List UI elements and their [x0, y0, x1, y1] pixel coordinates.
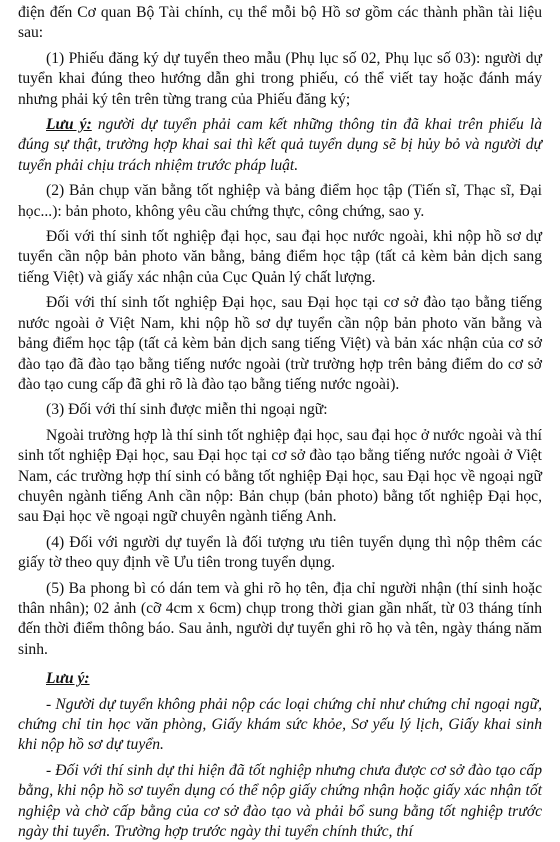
note-label: Lưu ý:: [46, 116, 92, 134]
note-commitment: [18, 115, 542, 176]
note-heading-label: Lưu ý:: [46, 670, 90, 688]
note-text: người dự tuyển phải cam kết những thông tin đã khai trên phiếu là đúng sự thật, trường hợp khai sai thì kết quả tuyển dụng sẽ bị hủy bỏ và người dự tuyển phải chịu trách nhiệm trước pháp luật.: [18, 116, 542, 174]
item-5-envelopes-photos: (5) Ba phong bì có dán tem và ghi rõ họ tên, địa chỉ người nhận (thí sinh hoặc thân nhân); 02 ảnh (cỡ 4cm x 6cm) chụp trong thời gian gần nhất, từ 03 tháng tính đến thời điểm thông báo. Sau ảnh, người dự tuyển ghi rõ họ và tên, ngày tháng năm sinh.: [18, 579, 542, 658]
foreign-language-institution-paragraph: Đối với thí sinh tốt nghiệp Đại học, sau Đại học tại cơ sở đào tạo bằng tiếng nước ngoài ở Việt Nam, khi nộp hồ sơ dự tuyển cần nộp bản photo văn bằng và bảng điểm học tập (tất cả kèm bản dịch sang tiếng Việt) và bản xác nhận của cơ sở đào tạo đã đào tạo bằng tiếng nước ngoài (trừ trường hợp trên bảng điểm do cơ sở đào tạo cung cấp đã ghi rõ là đào tạo bằng tiếng nước ngoài).: [18, 294, 542, 393]
exemption-detail-paragraph: Ngoài trường hợp là thí sinh tốt nghiệp đại học, sau đại học ở nước ngoài và thí sinh tốt nghiệp Đại học, sau Đại học tại cơ sở đào tạo bằng tiếng nước ngoài ở Việt Nam, các trường hợp thí sinh có bằng tốt nghiệp Đại học, sau Đại học về ngoại ngữ chuyên ngành tiếng Anh cần nộp: Bản chụp (bản photo) bằng tốt nghiệp Đại học, sau Đại học về ngoại ngữ chuyên ngành tiếng Anh.: [18, 426, 542, 526]
item-2-diploma-copy: (2) Bản chụp văn bằng tốt nghiệp và bảng điểm học tập (Tiến sĩ, Thạc sĩ, Đại học...): bản photo, không yêu cầu chứng thực, công chứng, sao y.: [18, 182, 542, 220]
note-heading: [18, 669, 542, 689]
item-3-language-exemption: (3) Đối với thí sinh được miễn thi ngoại ngữ:: [46, 401, 328, 419]
note-no-certificates: - Người dự tuyển không phải nộp các loại chứng chỉ như chứng chỉ ngoại ngữ, chứng chỉ tin học văn phòng, Giấy khám sức khỏe, Sơ yếu lý lịch, Giấy khai sinh khi nộp hồ sơ dự tuyển.: [18, 695, 542, 754]
note-pending-diploma: - Đối với thí sinh dự thi hiện đã tốt nghiệp nhưng chưa được cơ sở đào tạo cấp bằng, khi nộp hồ sơ tuyển dụng có thể nộp giấy chứng nhận hoặc giấy xác nhận tốt nghiệp và chờ cấp bằng của cơ sở đào tạo và phải bổ sung bằng tốt nghiệp trước ngày thi tuyển. Trường hợp trước ngày thi tuyển chính thức, thí: [18, 761, 542, 841]
intro-paragraph: điện đến Cơ quan Bộ Tài chính, cụ thể mỗi bộ Hồ sơ gồm các thành phần tài liệu sau:: [18, 4, 542, 42]
item-1-registration-form: (1) Phiếu đăng ký dự tuyển theo mẫu (Phụ lục số 02, Phụ lục số 03): người dự tuyển khai đúng theo hướng dẫn ghi trong phiếu, có thể viết tay hoặc đánh máy nhưng phải ký tên trên từng trang của Phiếu đăng ký;: [18, 49, 542, 108]
item-4-priority-candidates: (4) Đối với người dự tuyển là đối tượng ưu tiên tuyển dụng thì nộp thêm các giấy tờ theo quy định về Ưu tiên trong tuyển dụng.: [18, 533, 542, 572]
foreign-graduate-paragraph: Đối với thí sinh tốt nghiệp đại học, sau đại học nước ngoài, khi nộp hồ sơ dự tuyển cần nộp bản photo văn bằng, bảng điểm học tập (tất cả kèm bản dịch sang tiếng Việt) và giấy xác nhận của Cục Quản lý chất lượng.: [18, 228, 542, 286]
